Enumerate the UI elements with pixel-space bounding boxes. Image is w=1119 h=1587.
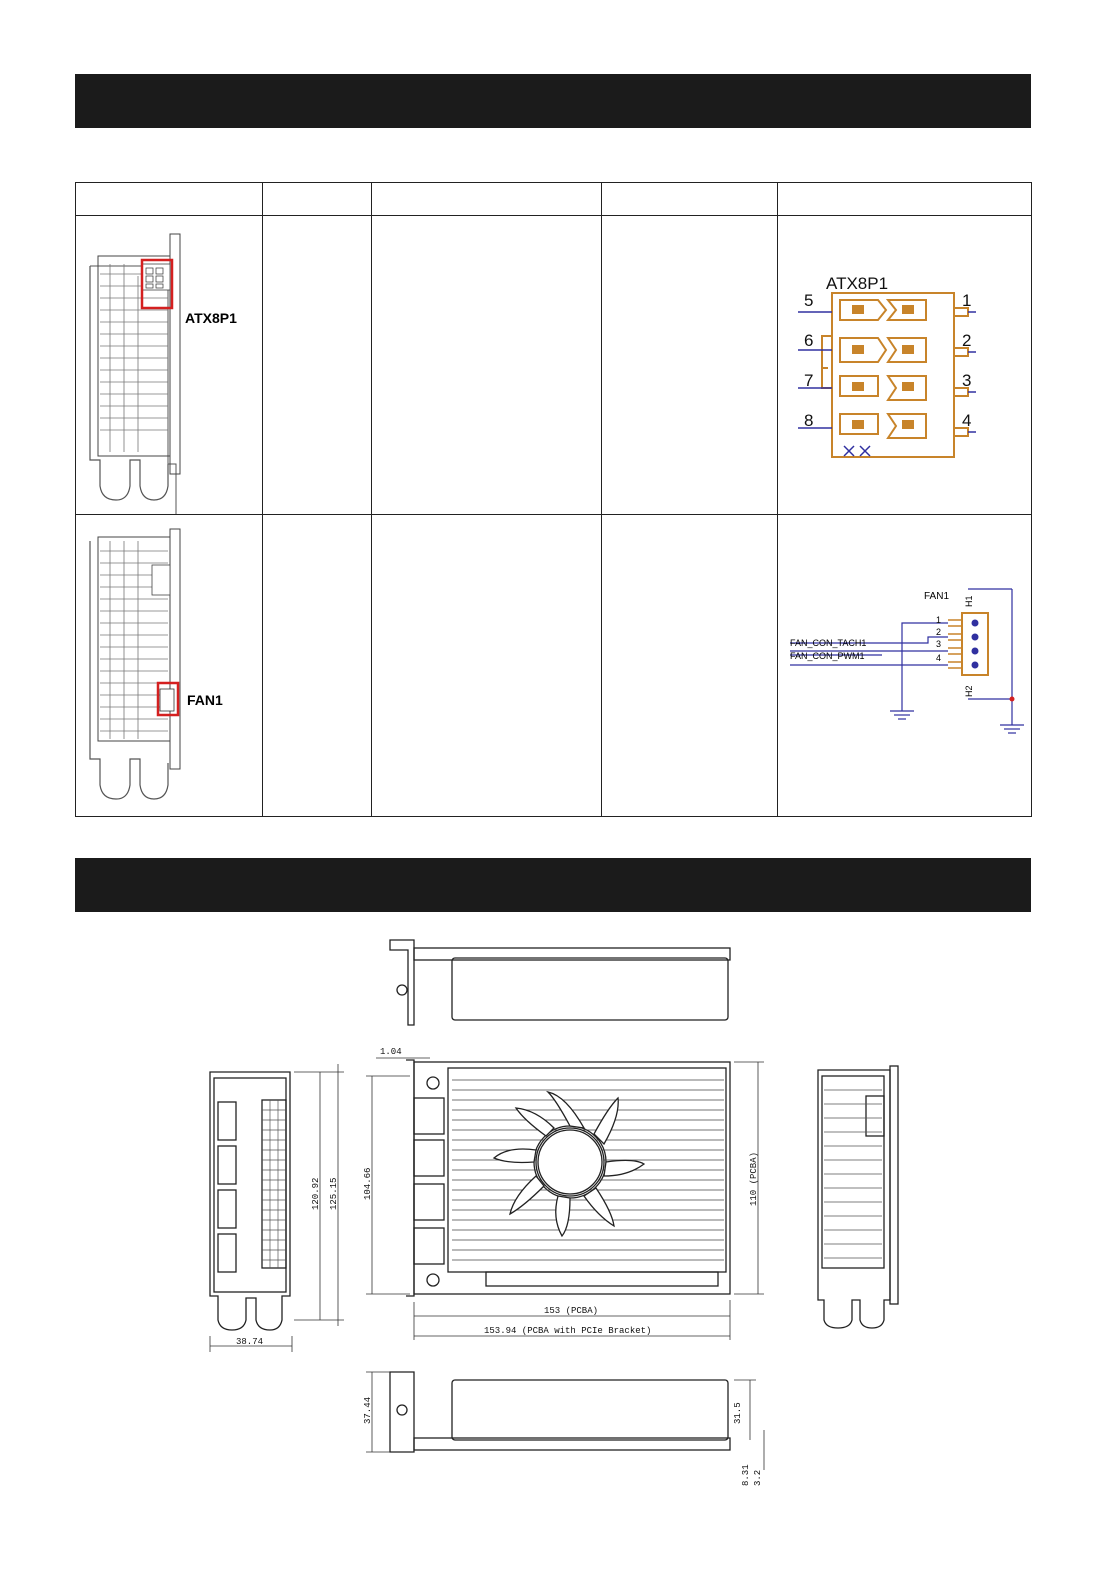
schematic-title: FAN1: [924, 591, 950, 602]
front-view-pcb: [414, 1062, 730, 1294]
board-diagram-atx8p1: [76, 216, 262, 514]
top-view-bracket: [390, 940, 414, 1025]
connector-table: [75, 182, 1032, 817]
dim-label: 1.04: [380, 1047, 402, 1057]
pin-number: 2: [936, 627, 942, 637]
pin-cell: [263, 216, 372, 515]
schematic-cell: [778, 216, 1032, 515]
pin-number: 6: [804, 331, 814, 350]
dim-label: 8.31: [741, 1464, 751, 1486]
board-label: FAN1: [187, 692, 223, 708]
type-cell: [602, 515, 778, 817]
table-row: [76, 216, 1032, 515]
pin-number: 2: [962, 331, 972, 350]
dim-label: 110 (PCBA): [749, 1151, 759, 1206]
fan-blades: [494, 1092, 644, 1236]
front-view-heatsink: [448, 1068, 726, 1272]
pin-number: 7: [804, 371, 814, 390]
net-label: FAN_CON_PWM1: [790, 651, 865, 661]
dim-label: 31.5: [733, 1402, 743, 1424]
atx8p1-schematic: [778, 216, 1031, 514]
board-label: ATX8P1: [185, 310, 237, 326]
mount-label: H2: [964, 685, 974, 697]
dim-label: 153 (PCBA): [544, 1306, 599, 1316]
header-cell: [263, 183, 372, 216]
fan-hub: [534, 1126, 606, 1198]
pin-number: 1: [936, 615, 942, 625]
top-view-heatsink: [452, 958, 728, 1020]
board-location-cell: [76, 216, 263, 515]
description-cell: [372, 515, 602, 817]
pin-number: 5: [804, 291, 814, 310]
dim-label: 38.74: [236, 1337, 264, 1347]
pin-number: 4: [962, 411, 972, 430]
heatsink-fins: [100, 264, 168, 452]
schematic-title: ATX8P1: [826, 274, 889, 293]
table-header-row: [76, 183, 1032, 216]
dim-label: 153.94 (PCBA with PCIe Bracket): [484, 1326, 652, 1336]
dim-label: 120.92: [311, 1177, 321, 1210]
pin-number: 1: [962, 291, 972, 310]
mount-label: H1: [964, 595, 974, 607]
dim-label: 104.66: [363, 1167, 373, 1200]
section-header-bar-2: [75, 858, 1031, 912]
dim-label: 37.44: [363, 1396, 373, 1424]
left-side-view: [210, 1072, 290, 1330]
header-cell: [602, 183, 778, 216]
header-cell: [372, 183, 602, 216]
section-header-bar-1: [75, 74, 1031, 128]
header-cell: [76, 183, 263, 216]
type-cell: [602, 216, 778, 515]
board-location-cell: [76, 515, 263, 817]
front-view-fins: [452, 1080, 724, 1260]
pin-number: 3: [962, 371, 972, 390]
header-cell: [778, 183, 1032, 216]
pin-cell: [263, 515, 372, 817]
pin-number: 4: [936, 653, 942, 663]
description-cell: [372, 216, 602, 515]
bottom-view: [390, 1372, 730, 1452]
table-row: [76, 515, 1032, 817]
fan1-schematic: [778, 515, 1031, 816]
pin-number: 3: [936, 639, 942, 649]
board-diagram-fan1: [76, 515, 262, 816]
top-view-pcb: [414, 948, 730, 960]
right-side-view: [818, 1066, 898, 1328]
dim-label: 125.15: [329, 1177, 339, 1210]
net-label: FAN_CON_TACH1: [790, 638, 867, 648]
dim-label: 3.2: [753, 1469, 763, 1486]
pin-number: 8: [804, 411, 814, 430]
schematic-cell: [778, 515, 1032, 817]
